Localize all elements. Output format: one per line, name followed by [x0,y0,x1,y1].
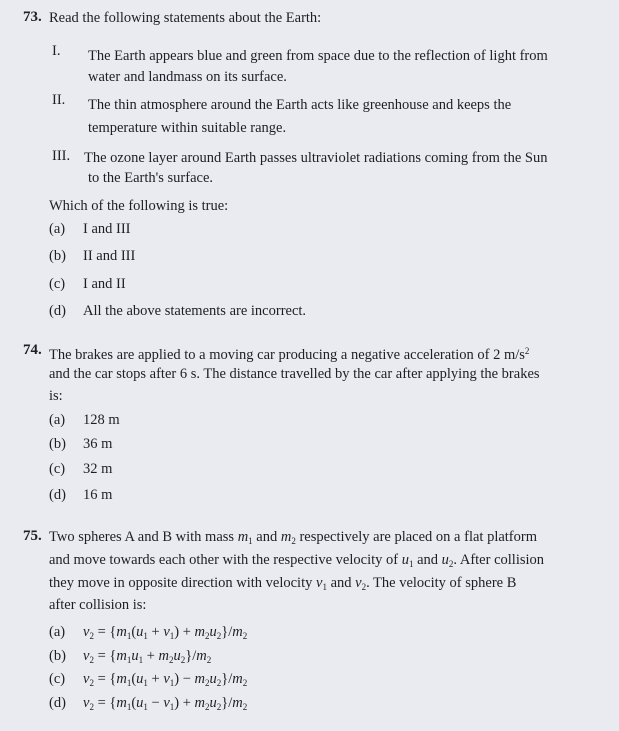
option-text: II and III [83,248,136,264]
option-text: 128 m [83,412,120,428]
question-number: 75. [23,528,42,544]
option-label: (d) [49,487,66,503]
option-a [49,624,247,641]
option-a [49,221,131,238]
option-formula: $v_2 = \{m_1(u_1 + v_1) - m_2u_2\}/m_2$ [83,671,248,688]
statement-3-line1: The ozone layer around Earth passes ultraviolet radiations coming from the Sun [84,150,548,166]
option-c [49,461,112,478]
question-stem: Read the following statements about the Earth: [49,10,322,26]
question-stem-line3: they move in opposite direction with velocity $v_1$ and $v_2$. The velocity of sphere B [49,575,517,592]
option-d [49,303,306,320]
option-label: (c) [49,671,66,687]
superscript: 2 [524,346,530,356]
question-stem-line4: after collision is: [49,597,147,613]
option-label: (b) [49,436,66,452]
option-label: (c) [49,276,66,292]
statement-1-line2: water and landmass on its surface. [88,69,287,85]
statement-roman: II. [52,92,66,108]
option-formula: $v_2 = \{m_1u_1 + m_2u_2\}/m_2$ [83,648,212,665]
option-b [49,248,135,265]
statement-roman: I. [52,43,61,59]
question-number: 74. [23,342,42,358]
option-text: I and II [83,276,126,292]
option-b [49,648,211,665]
statement-2-line1: The thin atmosphere around the Earth acts like greenhouse and keeps the [88,97,512,113]
option-label: (a) [49,624,66,640]
question-stem-line1 [49,341,611,366]
question-number: 73. [23,9,42,25]
option-text: All the above statements are incorrect. [83,303,307,319]
option-label: (b) [49,648,66,664]
question-stem-line1: Two spheres A and B with mass $m_1$ and $m_2$ respectively are placed on a flat platform [49,529,537,546]
statement-2-line2: temperature within suitable range. [88,120,287,136]
option-text: 32 m [83,461,113,477]
option-a [49,412,120,429]
question-stem-line2: and the car stops after 6 s. The distance travelled by the car after applying the brakes [49,366,540,382]
option-d [49,487,112,504]
option-text: 16 m [83,487,113,503]
question-stem-line3: is: [49,388,63,404]
question-stem-line2: and move towards each other with the respective velocity of $u_1$ and $u_2$. After collision [49,552,545,569]
option-label: (a) [49,412,66,428]
option-label: (b) [49,248,66,264]
option-text: 36 m [83,436,113,452]
option-b [49,436,112,453]
option-label: (a) [49,221,66,237]
option-c [49,276,126,293]
statement-1-line1: The Earth appears blue and green from space due to the reflection of light from [88,48,548,64]
option-text: I and III [83,221,131,237]
question-prompt: Which of the following is true: [49,198,229,214]
option-label: (c) [49,461,66,477]
option-d [49,695,247,712]
stem-text: The brakes are applied to a moving car producing a negative acceleration of 2 m/s [49,347,525,363]
option-c [49,671,247,688]
option-formula: $v_2 = \{m_1(u_1 + v_1) + m_2u_2\}/m_2$ [83,624,248,641]
statement-3-line2: to the Earth's surface. [88,170,214,186]
option-label: (d) [49,303,66,319]
option-formula: $v_2 = \{m_1(u_1 - v_1) + m_2u_2\}/m_2$ [83,695,248,712]
option-label: (d) [49,695,66,711]
statement-roman: III. [52,148,71,164]
